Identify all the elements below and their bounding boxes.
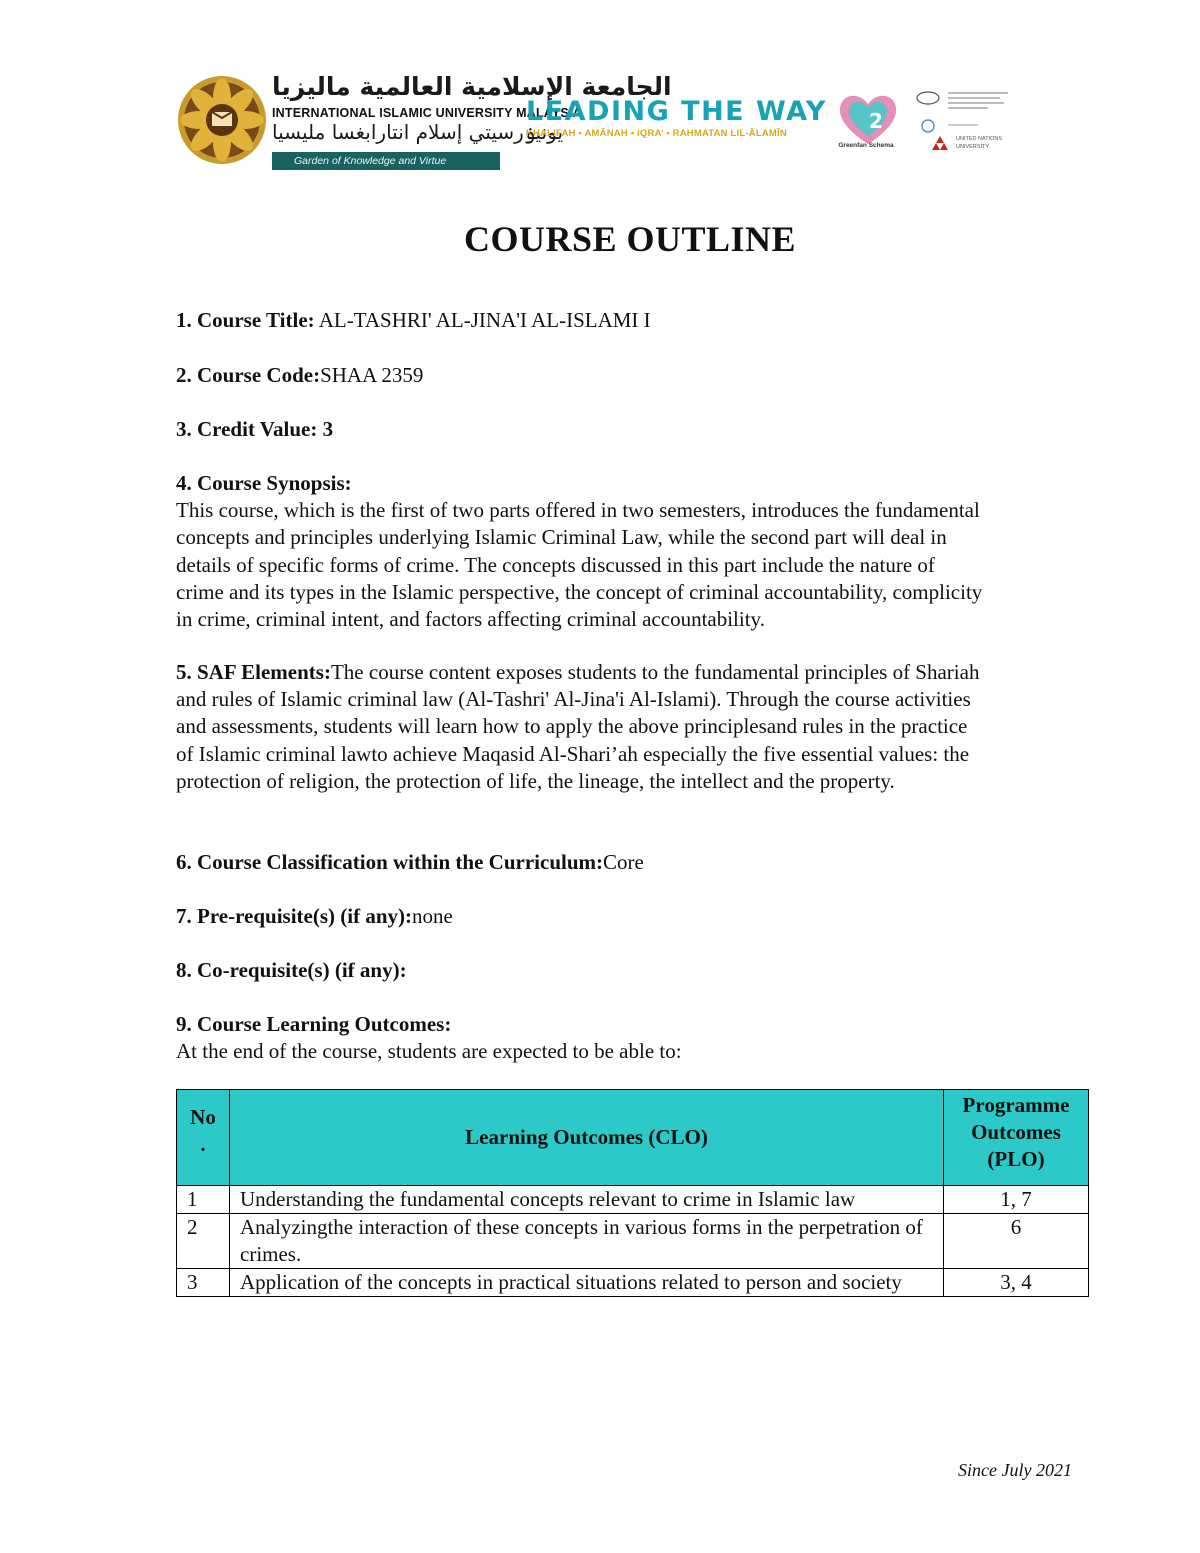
saf-label: 5. SAF Elements: (176, 660, 331, 684)
document-title: COURSE OUTLINE (463, 219, 797, 259)
un-line-1: UNITED NATIONS (956, 136, 1003, 142)
corequisite-item (176, 957, 407, 984)
svg-text:2: 2 (869, 109, 883, 133)
corequisite-label: 8. Co-requisite(s) (if any): (176, 958, 407, 982)
saf-line: of Islamic criminal lawto achieve Maqasid Al-Shari’ah especially the five essential values: the (176, 741, 970, 766)
course-title-label: 1. Course Title: (176, 308, 315, 332)
table-header-row (177, 1090, 1089, 1186)
clo-intro: At the end of the course, students are expected to be able to: (176, 1039, 682, 1064)
clo-section (176, 1011, 1096, 1065)
footer-since-date: Since July 2021 (958, 1460, 1072, 1480)
un-line-2: UNIVERSITY (956, 144, 990, 150)
course-code-value: SHAA 2359 (320, 363, 424, 387)
row-number: 1 (177, 1186, 230, 1214)
university-motto: Garden of Knowledge and Virtue (272, 152, 500, 170)
green-campus-heart-icon (833, 86, 903, 166)
synopsis-line: concepts and principles underlying Islamic Criminal Law, while the second part will deal in (176, 525, 947, 550)
university-jawi-name: يونيۏرسيتي إسلام انتارابغسا مليسيا (272, 120, 564, 144)
saf-first-line: The course content exposes students to the fundamental principles of Shariah (330, 660, 980, 684)
saf-line: protection of religion, the protection of life, the lineage, the intellect and the property. (176, 768, 895, 793)
saf-line: and rules of Islamic criminal law (Al-Tashri' Al-Jina'i Al-Islami). Through the course activities (176, 687, 971, 712)
saf-line: and assessments, students will learn how to apply the above principlesand rules in the practice (176, 714, 968, 739)
course-code-label: 2. Course Code: (176, 363, 321, 387)
synopsis-line: This course, which is the first of two parts offered in two semesters, introduces the fundamental (176, 498, 980, 523)
course-title-item (176, 307, 651, 334)
iium-crest-icon (176, 72, 268, 168)
column-header-no: No . (177, 1090, 230, 1186)
table-row (177, 1214, 1089, 1269)
slogan-tagline: KHALIFAH • AMĀNAH • IQRA’ • RAHMATAN LIL-ĀLAMĪN (526, 128, 787, 139)
synopsis-line: in crime, criminal intent, and factors affecting criminal accountability. (176, 607, 765, 632)
header-logos (176, 70, 1076, 174)
table-row (177, 1269, 1089, 1297)
clo-table (176, 1089, 1089, 1297)
row-plo: 1, 7 (944, 1186, 1089, 1214)
synopsis-label: 4. Course Synopsis: (176, 471, 352, 495)
row-number: 2 (177, 1214, 230, 1269)
row-plo: 6 (944, 1214, 1089, 1269)
prerequisite-value: none (412, 904, 453, 928)
saf-elements-section (176, 659, 1096, 795)
column-header-plo: Programme Outcomes (PLO) (944, 1090, 1089, 1186)
classification-value: Core (603, 850, 644, 874)
row-plo: 3, 4 (944, 1269, 1089, 1297)
prerequisite-label: 7. Pre-requisite(s) (if any): (176, 904, 413, 928)
row-outcome: Analyzingthe interaction of these concepts in various forms in the perpetration of crimes. (230, 1214, 944, 1269)
un-partner-logos (916, 88, 1026, 168)
prerequisite-item (176, 903, 453, 930)
table-row (177, 1186, 1089, 1214)
university-english-name: INTERNATIONAL ISLAMIC UNIVERSITY MALAYSIA (272, 106, 582, 120)
row-outcome: Application of the concepts in practical situations related to person and society (230, 1269, 944, 1297)
un-emblem-icon (916, 88, 1026, 168)
synopsis-line: crime and its types in the Islamic perspective, the concept of criminal accountability, complicity (176, 579, 983, 604)
university-arabic-name: الجامعة الإسلامية العالمية ماليزيا (272, 72, 672, 101)
course-synopsis-section (176, 470, 1096, 633)
row-outcome: Understanding the fundamental concepts relevant to crime in Islamic law (230, 1186, 944, 1214)
course-title-value: AL-TASHRI' AL-JINA'I AL-ISLAMI I (314, 308, 651, 332)
leading-the-way-slogan: LEADING THE WAY (526, 96, 827, 127)
course-code-item (176, 362, 423, 389)
classification-item (176, 849, 644, 876)
classification-label: 6. Course Classification within the Curriculum: (176, 850, 603, 874)
credit-value-item (176, 416, 333, 443)
synopsis-line: details of specific forms of crime. The concepts discussed in this part include the nature of (176, 552, 935, 577)
credit-value-label: 3. Credit Value: 3 (176, 417, 334, 441)
column-header-learning-outcomes: Learning Outcomes (CLO) (230, 1090, 944, 1186)
clo-label: 9. Course Learning Outcomes: (176, 1012, 452, 1036)
row-number: 3 (177, 1269, 230, 1297)
green-logo-caption: Greenfan Schema (838, 142, 894, 149)
